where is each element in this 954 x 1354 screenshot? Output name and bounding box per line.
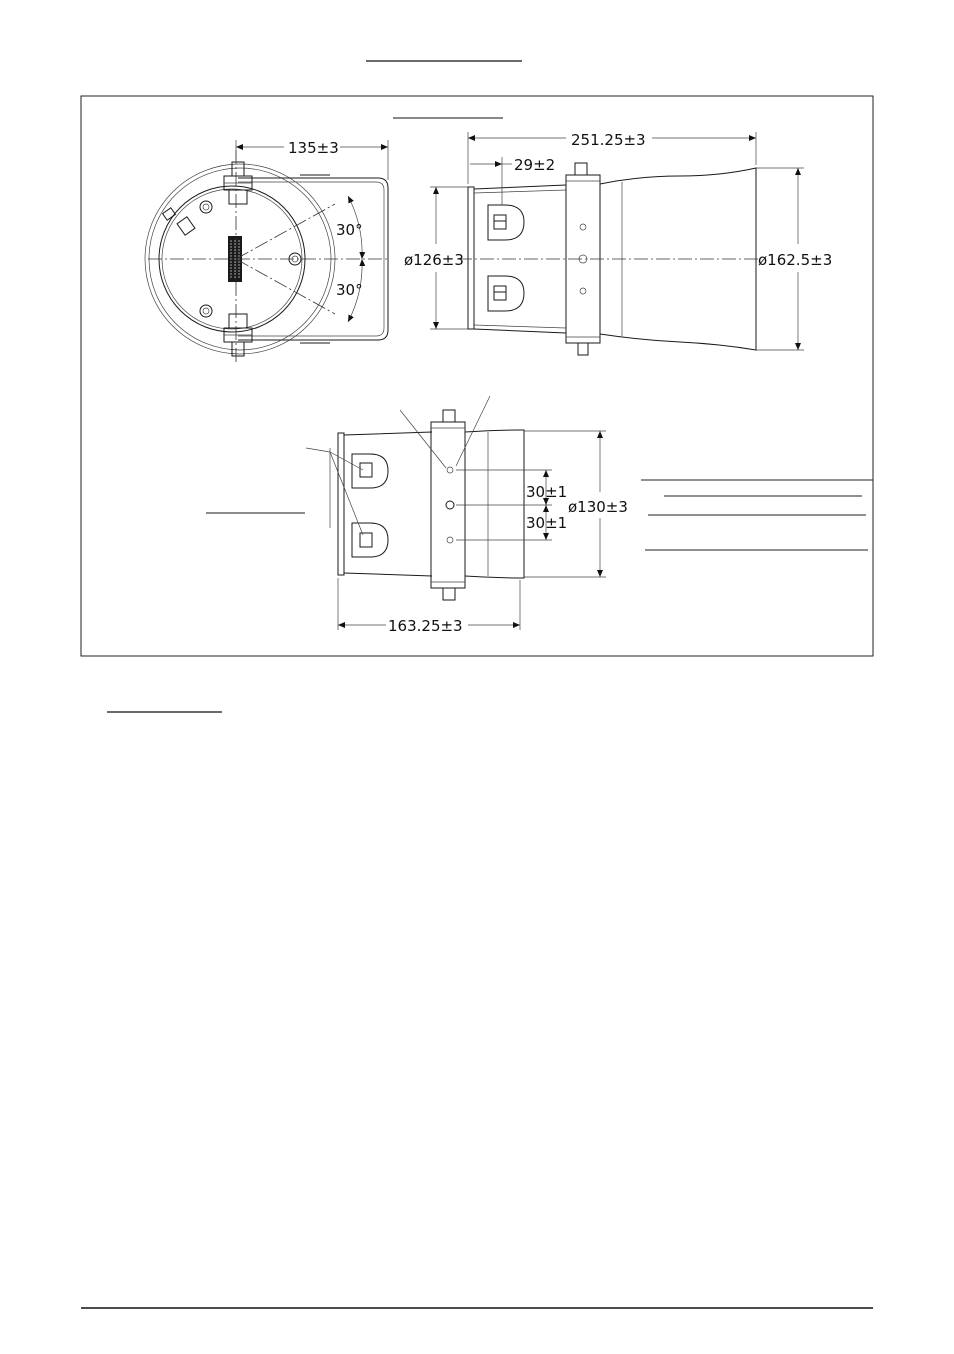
front-width-dimension: 135±3: [288, 139, 339, 157]
side-rear-diameter-dimension: ø126±3: [404, 251, 464, 269]
top-spacing-lower-dimension: 30±1: [526, 514, 568, 532]
top-diameter-dimension: ø130±3: [568, 498, 628, 516]
top-view: [206, 396, 606, 630]
drawing-frame: [81, 96, 873, 656]
side-front-diameter-dimension: ø162.5±3: [758, 251, 833, 269]
top-total-length-dimension: 163.25±3: [388, 617, 463, 635]
title-block: [641, 480, 873, 550]
side-total-length-dimension: 251.25±3: [571, 131, 646, 149]
angle-lower-dimension: 30°: [336, 281, 363, 299]
side-offset-dimension: 29±2: [514, 156, 556, 174]
side-view: [430, 132, 804, 355]
top-spacing-upper-dimension: 30±1: [526, 483, 568, 501]
front-view: [145, 140, 388, 362]
angle-upper-dimension: 30°: [336, 221, 363, 239]
